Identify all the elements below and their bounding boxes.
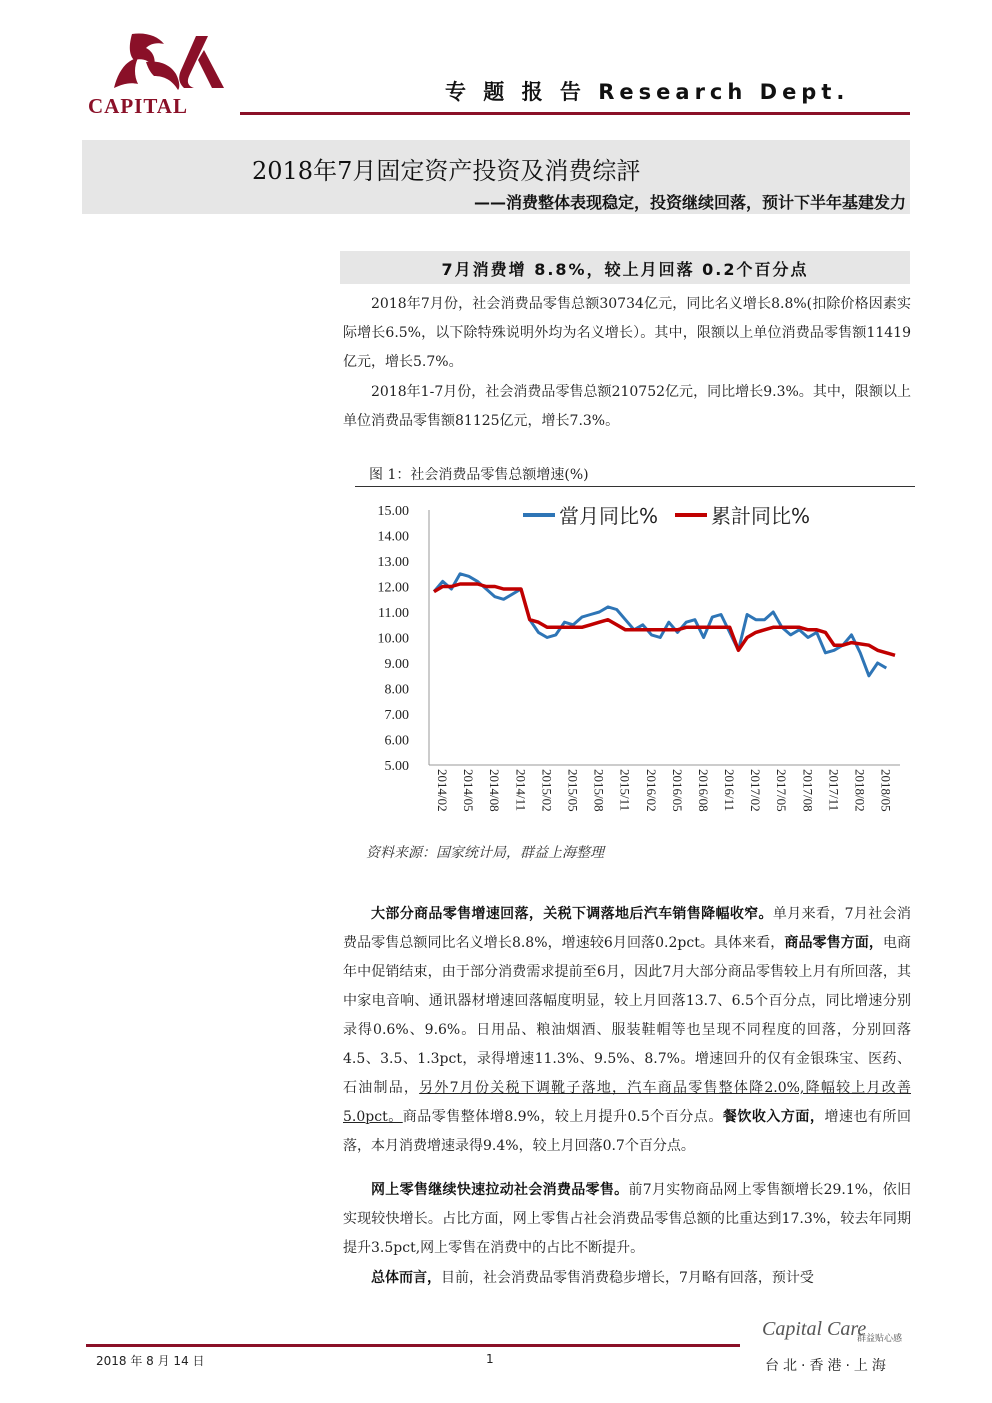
y-tick-label: 11.00 xyxy=(378,606,409,621)
y-tick-label: 7.00 xyxy=(384,708,409,723)
x-tick-label: 2016/11 xyxy=(722,769,738,812)
x-tick-label: 2015/02 xyxy=(539,769,555,812)
paragraph-2-text: 2018年1-7月份，社会消费品零售总额210752亿元，同比增长9.3%。其中，限额以上单位消费品零售额81125亿元，增长7.3%。 xyxy=(343,384,911,429)
y-tick-label: 15.00 xyxy=(377,504,409,519)
paragraph-3-lead-3: 餐饮收入方面， xyxy=(722,1109,825,1125)
paragraph-2 xyxy=(343,378,911,436)
y-tick-label: 6.00 xyxy=(384,733,409,749)
x-tick-label: 2015/08 xyxy=(591,769,607,812)
y-tick-label: 14.00 xyxy=(377,529,409,545)
paragraph-3-text-a: 单月来看，7月社会消费品零售总额同比名义增长8.8%，增速较6月回落0.2pct。具体来看， xyxy=(343,906,911,951)
x-tick-label: 2016/08 xyxy=(695,769,711,812)
paragraph-3-text-b: 电商年中促销结束，由于部分消费需求提前至6月，因此7月大部分商品零售较上月有所回落，其中家电音响、通讯器材增速回落幅度明显，较上月回落13.7、6.5个百分点，同比增速分别录得0.6%、9.6%。日用品、粮油烟酒、服装鞋帽等也呈现不同程度的回落，分别回落4.5、3.5、1.3pct，录得增速11.3%、9.5%、8.7%。增速回升的仅有金银珠宝、医药、石油制品， xyxy=(343,935,912,1096)
paragraph-1 xyxy=(343,290,911,377)
y-tick-label: 8.00 xyxy=(384,682,409,698)
paragraph-4-lead: 网上零售继续快速拉动社会消费品零售。 xyxy=(371,1182,629,1198)
x-tick-label: 2017/05 xyxy=(774,769,790,812)
section-heading: 7月消费增 8.8%，较上月回落 0.2个百分点 xyxy=(441,260,809,279)
y-tick-label: 13.00 xyxy=(377,555,409,570)
footer-brand: Capital Care xyxy=(762,1318,867,1340)
x-tick-label: 2016/02 xyxy=(643,769,659,812)
paragraph-3-text-c: 商品零售整体增8.9%，较上月提升0.5个百分点。 xyxy=(402,1109,723,1125)
x-tick-label: 2014/05 xyxy=(461,769,477,812)
report-subtitle: ——消费整体表现稳定，投资继续回落，预计下半年基建发力 xyxy=(473,193,906,212)
x-tick-label: 2018/05 xyxy=(878,769,894,812)
paragraph-3-lead: 大部分商品零售增速回落，关税下调落地后汽车销售降幅收窄。 xyxy=(371,906,773,922)
series-line-cumulative xyxy=(434,584,895,655)
x-tick-label: 2015/05 xyxy=(565,769,581,812)
footer-cities: 台北·香港·上海 xyxy=(765,1358,890,1374)
x-tick-label: 2014/11 xyxy=(513,769,529,812)
figure-source: 资料来源：国家统计局，群益上海整理 xyxy=(366,845,604,861)
x-tick-label: 2017/02 xyxy=(748,769,764,812)
y-tick-label: 12.00 xyxy=(377,580,409,596)
paragraph-5 xyxy=(343,1264,911,1293)
x-tick-label: 2017/08 xyxy=(800,769,816,812)
paragraph-3-lead-2: 商品零售方面， xyxy=(784,935,883,951)
retail-sales-growth-chart xyxy=(355,490,915,840)
footer-date: 2018 年 8 月 14 日 xyxy=(96,1354,205,1368)
paragraph-4 xyxy=(343,1176,911,1263)
footer-brand-cn: 群益贴心感 xyxy=(857,1334,903,1344)
header-title: 专 题 报 告 Research Dept. xyxy=(445,80,850,104)
x-tick-label: 2014/02 xyxy=(435,769,450,812)
y-tick-label: 10.00 xyxy=(377,631,409,647)
legend-label-cumulative: 累計同比% xyxy=(711,504,811,528)
page-number: 1 xyxy=(486,1352,494,1366)
x-tick-label: 2015/11 xyxy=(617,769,633,812)
paragraph-3-text-d: 增速也有所回落，本月消费增速录得9.4%，较上月回落0.7个百分点。 xyxy=(343,1109,912,1154)
paragraph-3-underline: 另外7月份关税下调靴子落地，汽车商品零售整体降2.0%,降幅较上月改善5.0pct。 xyxy=(343,1080,911,1125)
paragraph-3 xyxy=(343,900,911,1161)
logo-text: CAPITAL xyxy=(88,94,188,118)
header-divider xyxy=(240,112,910,115)
report-title: 2018年7月固定资产投资及消费综評 xyxy=(252,157,641,185)
x-tick-label: 2018/02 xyxy=(852,769,868,812)
paragraph-5-lead: 总体而言， xyxy=(371,1270,441,1286)
x-tick-label: 2016/05 xyxy=(669,769,685,812)
legend-label-monthly: 當月同比% xyxy=(559,504,659,528)
x-tick-label: 2017/11 xyxy=(826,769,842,812)
footer-divider xyxy=(86,1344,740,1347)
paragraph-1-text: 2018年7月份，社会消费品零售总额30734亿元，同比名义增长8.8%(扣除价格因素实际增长6.5%，以下除特殊说明外均为名义增长）。其中，限额以上单位消费品零售额11419亿元，增长5.7%。 xyxy=(343,296,911,370)
paragraph-5-text: 目前，社会消费品零售消费稳步增长，7月略有回落，预计受 xyxy=(441,1270,814,1286)
y-tick-label: 9.00 xyxy=(384,657,409,672)
paragraph-4-text: 前7月实物商品网上零售额增长29.1%，依旧实现较快增长。占比方面，网上零售占社会消费品零售总额的比重达到17.3%，较去年同期提升3.5pct,网上零售在消费中的占比不断提升。 xyxy=(343,1182,912,1256)
y-tick-label: 5.00 xyxy=(384,759,409,774)
figure-caption: 图 1：社会消费品零售总额增速(%) xyxy=(369,467,589,483)
x-tick-label: 2014/08 xyxy=(487,769,503,812)
figure-rule xyxy=(355,486,915,487)
